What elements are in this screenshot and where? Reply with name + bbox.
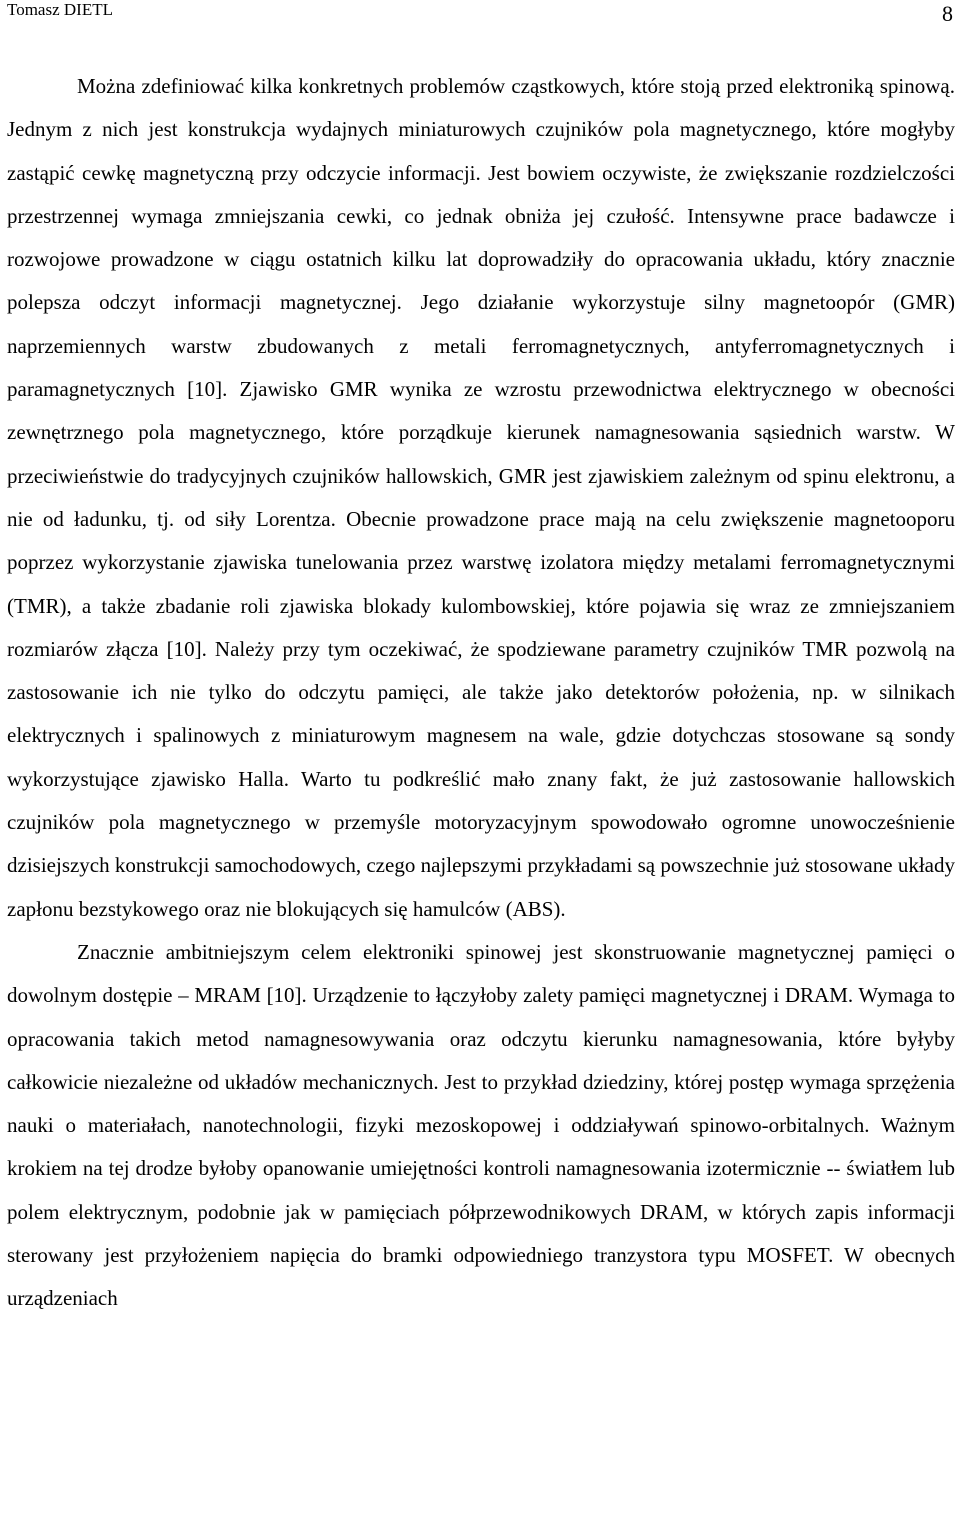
page-header: [0, 0, 960, 40]
paragraph-1: Można zdefiniować kilka konkretnych problemów cząstkowych, które stoją przed elektroniką spinową. Jednym z nich jest konstrukcja wydajnych miniaturowych czujników pola magnetycznego, które mogłyby zastąpić cewkę magnetyczną przy odczycie informacji. Jest bowiem oczywiste, że zwiększanie rozdzielczości przestrzennej wymaga zmniejszania cewki, co jednak obniża jej czułość. Intensywne prace badawcze i rozwojowe prowadzone w ciągu ostatnich kilku lat doprowadziły do opracowania układu, który znacznie polepsza odczyt informacji magnetycznej. Jego działanie wykorzystuje silny magnetoopór (GMR) naprzemiennych warstw zbudowanych z metali ferromagnetycznych, antyferromagnetycznych i paramagnetycznych [10]. Zjawisko GMR wynika ze wzrostu przewodnictwa elektrycznego w obecności zewnętrznego pola magnetycznego, które porządkuje kierunek namagnesowania sąsiednich warstw. W przeciwieństwie do tradycyjnych czujników hallowskich, GMR jest zjawiskiem zależnym od spinu elektronu, a nie od ładunku, tj. od siły Lorentza. Obecnie prowadzone prace mają na celu zwiększenie magnetooporu poprzez wykorzystanie zjawiska tunelowania przez warstwę izolatora między metalami ferromagnetycznymi (TMR), a także zbadanie roli zjawiska blokady kulombowskiej, które pojawia się wraz ze zmniejszaniem rozmiarów złącza [10]. Należy przy tym oczekiwać, że spodziewane parametry czujników TMR pozwolą na zastosowanie ich nie tylko do odczytu pamięci, ale także jako detektorów położenia, np. w silnikach elektrycznych i spalinowych z miniaturowym magnesem na wale, gdzie dotychczas stosowane są sondy wykorzystujące zjawisko Halla. Warto tu podkreślić mało znany fakt, że już zastosowanie hallowskich czujników pola magnetycznego w przemyśle motoryzacyjnym spowodowało ogromne unowocześnienie dzisiejszych konstrukcji samochodowych, czego najlepszymi przykładami są powszechnie już stosowane układy zapłonu bezstykowego oraz nie blokujących się hamulców (ABS).: [7, 74, 955, 921]
page-number: 8: [942, 1, 953, 26]
paragraph-2: Znacznie ambitniejszym celem elektroniki spinowej jest skonstruowanie magnetycznej pamięci o dowolnym dostępie – MRAM [10]. Urządzenie to łączyłoby zalety pamięci magnetycznej i DRAM. Wymaga to opracowania takich metod namagnesowywania oraz odczytu kierunku namagnesowania, które byłyby całkowicie niezależne od układów mechanicznych. Jest to przykład dziedziny, której postęp wymaga sprzężenia nauki o materiałach, nanotechnologii, fizyki mezoskopowej i oddziaływań spinowo-orbitalnych. Ważnym krokiem na tej drodze byłoby opanowanie umiejętności kontroli namagnesowania izotermicznie -- światłem lub polem elektrycznym, podobnie jak w pamięciach półprzewodnikowych DRAM, w których zapis informacji sterowany jest przyłożeniem napięcia do bramki odpowiedniego tranzystora typu MOSFET. W obecnych urządzeniach: [7, 939, 955, 1311]
document-body: [7, 65, 955, 1321]
running-header-author: Tomasz DIETL: [7, 0, 113, 19]
